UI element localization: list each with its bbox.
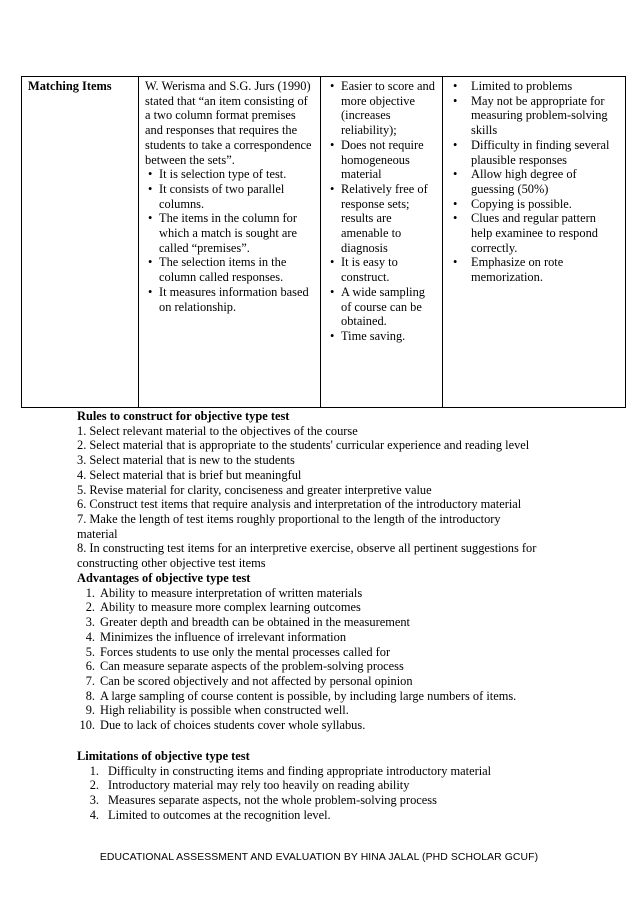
list-item: 8. A large sampling of course content is possible, by including large numbers of items. bbox=[85, 688, 517, 703]
list-item: 4. Select material that is brief but meaningful bbox=[77, 467, 302, 482]
limitations-bullets bbox=[449, 79, 619, 285]
list-item: 3. Greater depth and breadth can be obtained in the measurement bbox=[85, 615, 410, 630]
advantages-bullets bbox=[327, 79, 436, 344]
list-item: • Difficulty in finding several plausible responses bbox=[449, 138, 619, 167]
rules-section bbox=[77, 409, 597, 571]
list-item: • The selection items in the column called responses. bbox=[145, 255, 314, 284]
description-bullets bbox=[145, 167, 314, 314]
limitations-list bbox=[77, 764, 597, 823]
list-item: 7. Can be scored objectively and not affected by personal opinion bbox=[85, 673, 413, 688]
list-item: • May not be appropriate for measuring problem-solving skills bbox=[449, 94, 619, 138]
list-item: 5. Revise material for clarity, conciseness and greater interpretive value bbox=[77, 482, 432, 497]
row-label: Matching Items bbox=[28, 79, 112, 93]
list-item: • It is selection type of test. bbox=[145, 167, 314, 182]
list-item: 6. Construct test items that require analysis and interpretation of the introductory material bbox=[77, 497, 522, 512]
list-item: 7. Make the length of test items roughly proportional to the length of the introductory material bbox=[77, 511, 501, 541]
list-item: • The items in the column for which a match is sought are called “premises”. bbox=[145, 211, 314, 255]
list-item: 1. Difficulty in constructing items and finding appropriate introductory material bbox=[89, 763, 492, 778]
list-item: • Copying is possible. bbox=[449, 197, 619, 212]
list-item: 4. Minimizes the influence of irrelevant information bbox=[85, 629, 347, 644]
list-item: 2. Introductory material may rely too heavily on reading ability bbox=[89, 778, 410, 793]
list-item: • Emphasize on rote memorization. bbox=[449, 255, 619, 284]
list-item: • It is easy to construct. bbox=[327, 255, 436, 284]
limitations-cell bbox=[443, 77, 626, 408]
list-item: • Allow high degree of guessing (50%) bbox=[449, 167, 619, 196]
row-label-cell bbox=[22, 77, 139, 408]
list-item: • Relatively free of response sets; results are amenable to diagnosis bbox=[327, 182, 436, 256]
list-item: 8. In constructing test items for an interpretive exercise, observe all pertinent suggestions for constructing other objective test items bbox=[77, 541, 537, 571]
description-cell bbox=[139, 77, 321, 408]
list-item: 1. Select relevant material to the objectives of the course bbox=[77, 423, 358, 438]
table-row bbox=[22, 77, 626, 408]
limitations-heading: Limitations of objective type test bbox=[77, 749, 250, 763]
list-item: 6. Can measure separate aspects of the problem-solving process bbox=[85, 659, 404, 674]
advantages-section bbox=[77, 571, 597, 733]
list-item: 10. Due to lack of choices students cover whole syllabus. bbox=[79, 718, 366, 733]
list-item: 4. Limited to outcomes at the recognition level. bbox=[89, 807, 331, 822]
list-item: • Limited to problems bbox=[449, 79, 619, 94]
list-item: • It measures information based on relationship. bbox=[145, 285, 314, 314]
advantages-list bbox=[77, 586, 597, 733]
list-item: 3. Select material that is new to the students bbox=[77, 453, 295, 468]
list-item: 9. High reliability is possible when constructed well. bbox=[85, 703, 349, 718]
limitations-section bbox=[77, 749, 597, 823]
list-item: • Clues and regular pattern help examinee to respond correctly. bbox=[449, 211, 619, 255]
list-item: • Time saving. bbox=[327, 329, 436, 344]
list-item: 5. Forces students to use only the mental processes called for bbox=[85, 644, 391, 659]
list-item: • A wide sampling of course can be obtained. bbox=[327, 285, 436, 329]
rules-heading: Rules to construct for objective type test bbox=[77, 409, 290, 423]
list-item: 1. Ability to measure interpretation of written materials bbox=[85, 585, 363, 600]
list-item: • Easier to score and more objective (increases reliability); bbox=[327, 79, 436, 138]
list-item: 2. Select material that is appropriate to the students' curricular experience and reading level bbox=[77, 438, 530, 453]
list-item: • Does not require homogeneous material bbox=[327, 138, 436, 182]
list-item: 3. Measures separate aspects, not the whole problem-solving process bbox=[89, 793, 437, 808]
matching-items-table bbox=[21, 76, 626, 408]
list-item: 2. Ability to measure more complex learning outcomes bbox=[85, 600, 361, 615]
advantages-cell bbox=[321, 77, 443, 408]
list-item: • It consists of two parallel columns. bbox=[145, 182, 314, 211]
description-intro: W. Werisma and S.G. Jurs (1990) stated that “an item consisting of a two column format premises and responses that requires the students to take a correspondence between the sets”. bbox=[145, 79, 312, 167]
advantages-heading: Advantages of objective type test bbox=[77, 571, 251, 585]
page-footer: EDUCATIONAL ASSESSMENT AND EVALUATION BY HINA JALAL (PHD SCHOLAR GCUF) bbox=[99, 852, 539, 863]
